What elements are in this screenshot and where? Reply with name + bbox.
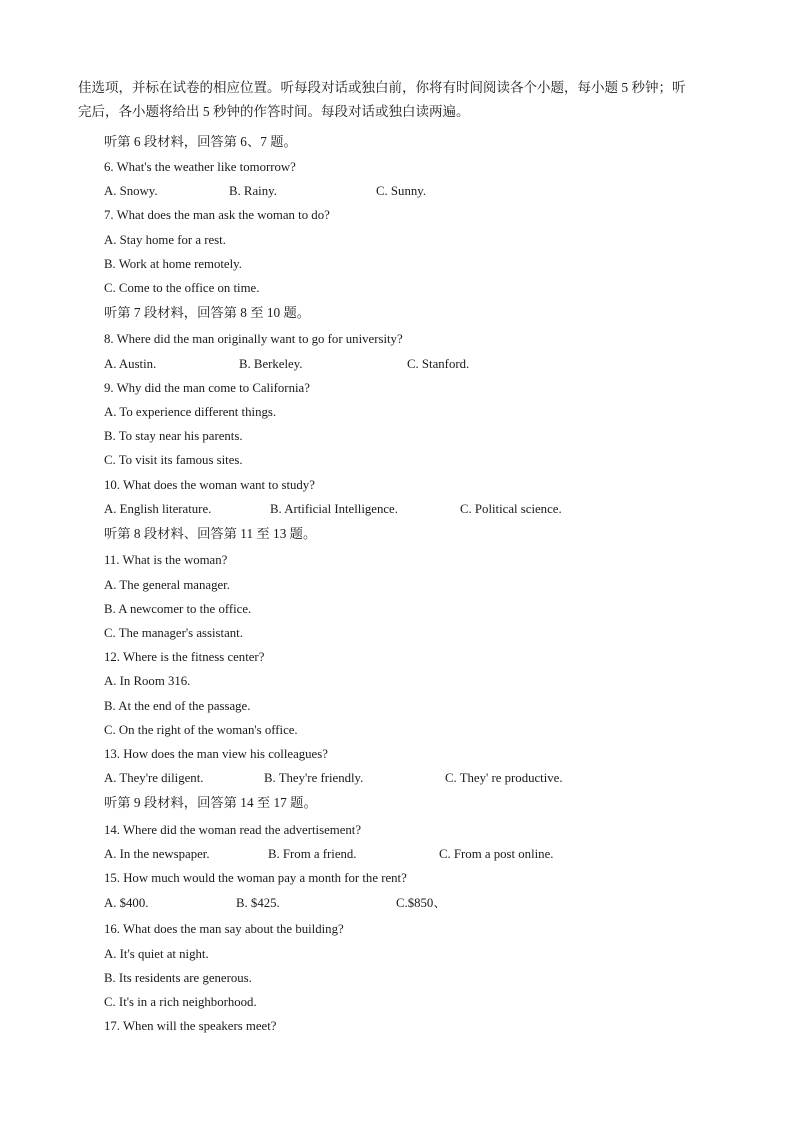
question-15-option-a: A. $400. (104, 896, 149, 910)
question-7-option-a: A. Stay home for a rest. (104, 233, 226, 247)
question-10-option-b: B. Artificial Intelligence. (270, 502, 398, 516)
question-16-stem: 16. What does the man say about the building? (104, 922, 344, 936)
question-15-stem: 15. How much would the woman pay a month for the rent? (104, 871, 407, 885)
question-15-option-b: B. $425. (236, 896, 280, 910)
question-11-stem: 11. What is the woman? (104, 553, 228, 567)
question-10-option-a: A. English literature. (104, 502, 212, 516)
question-13-stem: 13. How does the man view his colleagues? (104, 747, 328, 761)
question-12-option-c: C. On the right of the woman's office. (104, 723, 298, 737)
question-6-option-b: B. Rainy. (229, 184, 277, 198)
question-6-option-a: A. Snowy. (104, 184, 158, 198)
instructions-line-2: 完后，各小题将给出 5 秒钟的作答时间。每段对话或独白读两遍。 (78, 104, 470, 119)
question-12-stem: 12. Where is the fitness center? (104, 650, 265, 664)
question-17-stem: 17. When will the speakers meet? (104, 1019, 277, 1033)
question-12-option-b: B. At the end of the passage. (104, 699, 251, 713)
question-9-option-b: B. To stay near his parents. (104, 429, 243, 443)
question-8-option-c: C. Stanford. (407, 357, 470, 371)
question-14-option-a: A. In the newspaper. (104, 847, 210, 861)
question-7-option-b: B. Work at home remotely. (104, 257, 242, 271)
question-16-option-c: C. It's in a rich neighborhood. (104, 995, 257, 1009)
question-6-option-c: C. Sunny. (376, 184, 427, 198)
question-11-option-b: B. A newcomer to the office. (104, 602, 252, 616)
question-12-option-a: A. In Room 316. (104, 674, 191, 688)
question-14-stem: 14. Where did the woman read the advertisement? (104, 823, 362, 837)
question-13-option-b: B. They're friendly. (264, 771, 364, 785)
section-heading-8: 听第 8 段材料、回答第 11 至 13 题。 (104, 526, 317, 541)
question-16-option-b: B. Its residents are generous. (104, 971, 252, 985)
question-8-option-a: A. Austin. (104, 357, 157, 371)
question-7-option-c: C. Come to the office on time. (104, 281, 260, 295)
question-10-option-c: C. Political science. (460, 502, 562, 516)
question-8-stem: 8. Where did the man originally want to go for university? (104, 332, 403, 346)
question-13-option-c: C. They' re productive. (445, 771, 563, 785)
question-6-stem: 6. What's the weather like tomorrow? (104, 160, 296, 174)
question-14-option-b: B. From a friend. (268, 847, 357, 861)
question-16-option-a: A. It's quiet at night. (104, 947, 209, 961)
question-11-option-a: A. The general manager. (104, 578, 230, 592)
question-11-option-c: C. The manager's assistant. (104, 626, 243, 640)
question-9-option-c: C. To visit its famous sites. (104, 453, 243, 467)
section-heading-7: 听第 7 段材料，回答第 8 至 10 题。 (104, 305, 311, 320)
section-heading-9: 听第 9 段材料，回答第 14 至 17 题。 (104, 795, 317, 810)
instructions-paragraph (78, 76, 718, 124)
question-10-stem: 10. What does the woman want to study? (104, 478, 315, 492)
question-13-option-a: A. They're diligent. (104, 771, 204, 785)
question-9-option-a: A. To experience different things. (104, 405, 277, 419)
section-heading-6: 听第 6 段材料，回答第 6、7 题。 (104, 134, 297, 149)
question-14-option-c: C. From a post online. (439, 847, 554, 861)
question-9-stem: 9. Why did the man come to California? (104, 381, 310, 395)
question-7-stem: 7. What does the man ask the woman to do? (104, 208, 330, 222)
question-15-option-c: C.$850、 (396, 896, 447, 910)
question-8-option-b: B. Berkeley. (239, 357, 303, 371)
instructions-line-1: 佳选项，并标在试卷的相应位置。听每段对话或独白前，你将有时间阅读各个小题，每小题 5 秒钟；听 (78, 80, 686, 95)
